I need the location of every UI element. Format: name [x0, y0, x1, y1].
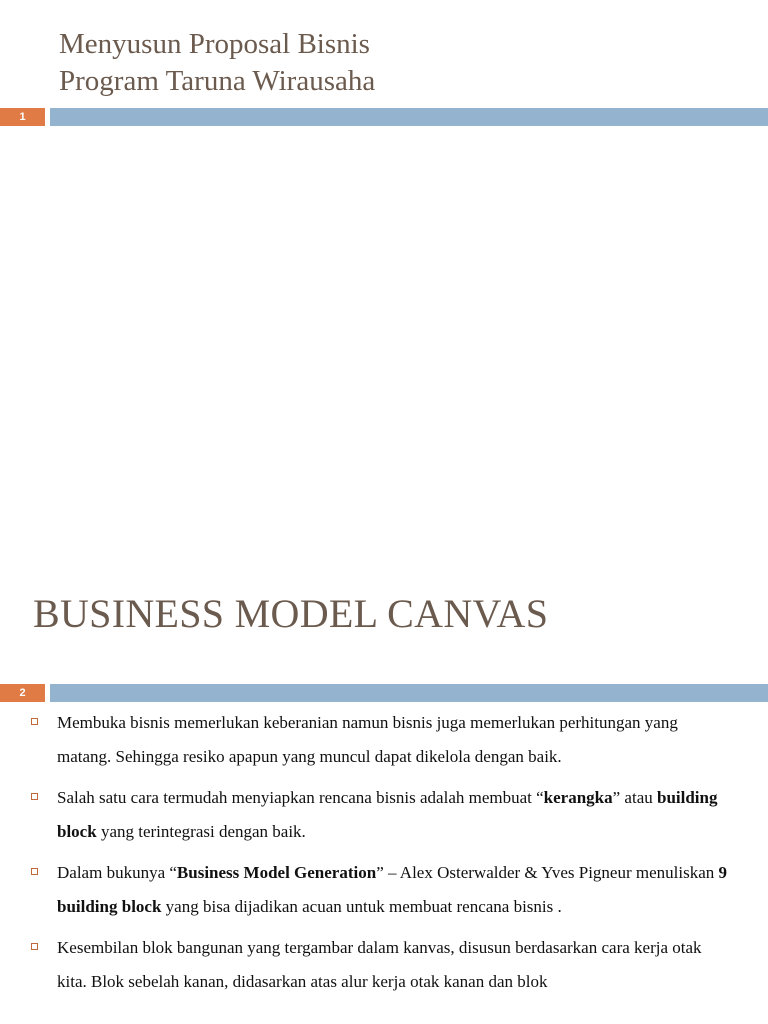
slide-1-number: 1: [0, 108, 45, 126]
bullet-text: ” atau: [612, 788, 657, 807]
bullet-text: Kesembilan blok bangunan yang tergambar dalam kanvas, disusun berdasarkan cara kerja otak kita. Blok sebelah kanan, didasarkan atas alur kerja otak kanan dan blok: [57, 938, 702, 991]
slide-1-title: [59, 26, 739, 100]
bullet-text: Membuka bisnis memerlukan keberanian namun bisnis juga memerlukan perhitungan yang matang. Sehingga resiko apapun yang muncul dapat dikelola dengan baik.: [57, 713, 678, 766]
bullet-item: [0, 781, 768, 849]
bullet-bold-text: Business Model Generation: [176, 863, 377, 882]
bullet-bold-text: building block: [57, 788, 718, 841]
slide-1-divider-strip: [50, 108, 768, 126]
slide-1-title-line-1: Menyusun Proposal Bisnis: [59, 28, 370, 60]
square-bullet-icon: [31, 793, 38, 800]
bullet-text: Dalam bukunya “: [57, 863, 177, 882]
slide-1-title-line-2: Program Taruna Wirausaha: [59, 65, 376, 97]
bullet-text: yang terintegrasi dengan baik.: [96, 822, 306, 841]
bullet-text: Salah satu cara termudah menyiapkan rencana bisnis adalah membuat “: [57, 788, 544, 807]
bullet-item: [0, 706, 768, 774]
slide-2-title: BUSINESS MODEL CANVAS: [33, 591, 549, 636]
bullet-item: [0, 931, 768, 999]
bullet-bold-text: kerangka: [543, 788, 613, 807]
square-bullet-icon: [31, 943, 38, 950]
bullet-bold-text: 9 building block: [57, 863, 728, 916]
square-bullet-icon: [31, 868, 38, 875]
bullet-text: ” – Alex Osterwalder & Yves Pigneur menuliskan: [376, 863, 719, 882]
slide-1-divider-bar: [0, 108, 768, 126]
bullet-text: yang bisa dijadikan acuan untuk membuat rencana bisnis .: [161, 897, 562, 916]
bullet-item: [0, 856, 768, 924]
slide-2-bullet-list: [0, 706, 768, 1006]
slide-2-number: 2: [0, 684, 45, 702]
slide-2-divider-strip: [50, 684, 768, 702]
slide-2-divider-bar: [0, 684, 768, 702]
square-bullet-icon: [31, 718, 38, 725]
